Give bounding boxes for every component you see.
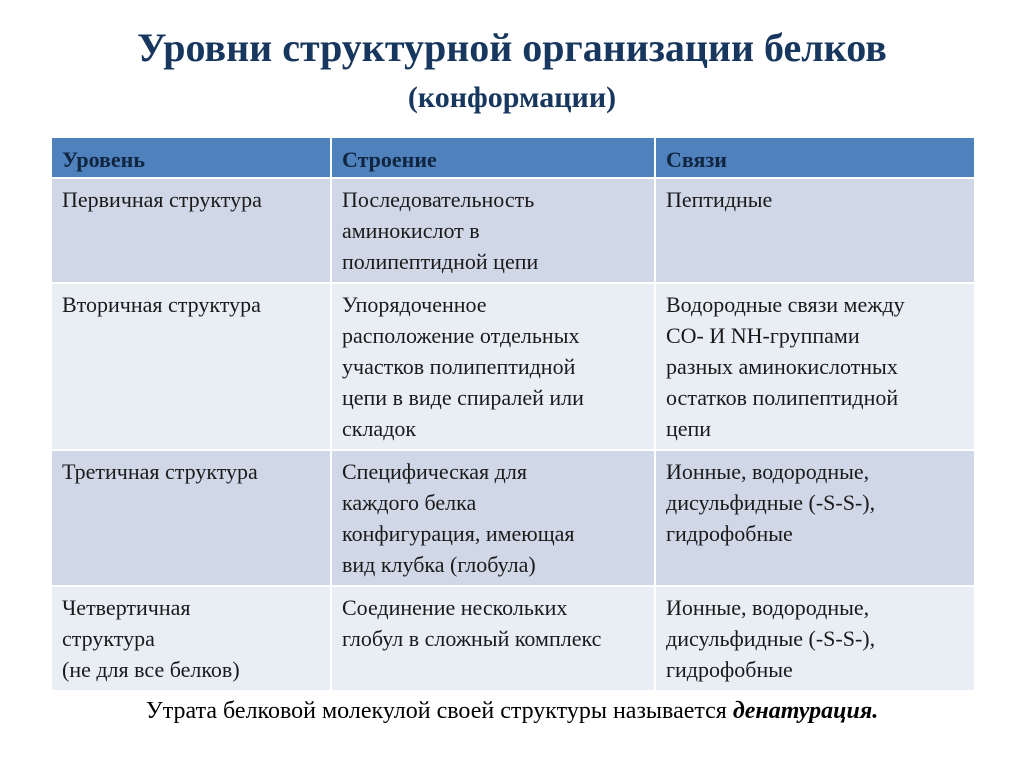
table-row — [52, 451, 974, 585]
slide-title: Уровни структурной организации белков — [137, 25, 887, 70]
cell-level-line: Четвертичная — [62, 595, 191, 620]
cell-structure-line: расположение отдельных — [342, 323, 580, 348]
cell-structure-line: участков полипептидной — [342, 354, 576, 379]
cell-structure — [332, 587, 654, 690]
cell-bonds-line: Ионные, водородные, — [666, 459, 870, 484]
cell-bonds-line: разных аминокислотных — [666, 354, 898, 379]
cell-bonds-line: Водородные связи между — [666, 292, 905, 317]
cell-structure — [332, 284, 654, 449]
table-row — [52, 587, 974, 690]
cell-level-line: Первичная структура — [62, 187, 262, 212]
cell-structure — [332, 179, 654, 282]
cell-structure-line: Соединение нескольких — [342, 595, 568, 620]
cell-structure-line: Упорядоченное — [342, 292, 487, 317]
cell-bonds-line: Пептидные — [666, 187, 773, 212]
cell-structure-line: Специфическая для — [342, 459, 527, 484]
cell-structure-line: цепи в виде спиралей или — [342, 385, 584, 410]
cell-structure — [332, 451, 654, 585]
cell-structure-line: складок — [342, 416, 417, 441]
cell-bonds — [656, 451, 974, 585]
cell-bonds-line: остатков полипептидной — [666, 385, 899, 410]
denaturation-term: денатурация. — [732, 698, 879, 724]
cell-structure-line: каждого белка — [342, 490, 477, 515]
cell-level — [52, 179, 330, 282]
cell-level-line: Третичная структура — [62, 459, 258, 484]
cell-bonds-line: дисульфидные (-S-S-), — [666, 490, 876, 515]
cell-bonds-line: гидрофобные — [666, 521, 793, 546]
cell-level-line: Вторичная структура — [62, 292, 261, 317]
header-structure: Строение — [332, 138, 654, 177]
cell-level — [52, 451, 330, 585]
cell-bonds-line: СО- И NH-группами — [666, 323, 860, 348]
cell-bonds-line: цепи — [666, 416, 712, 441]
cell-structure-line: аминокислот в — [342, 218, 480, 243]
cell-bonds-line: гидрофобные — [666, 657, 793, 682]
cell-structure-line: вид клубка (глобула) — [342, 552, 536, 577]
cell-structure-line: конфигурация, имеющая — [342, 521, 575, 546]
header-level: Уровень — [52, 138, 330, 177]
protein-structure-table — [50, 136, 976, 692]
cell-bonds-line: Ионные, водородные, — [666, 595, 870, 620]
cell-structure-line: глобул в сложный комплекс — [342, 626, 602, 651]
table-row — [52, 179, 974, 282]
cell-level-line: структура — [62, 626, 155, 651]
cell-level — [52, 284, 330, 449]
cell-bonds — [656, 587, 974, 690]
denaturation-text: Утрата белковой молекулой своей структуры называется — [145, 698, 733, 724]
header-bonds: Связи — [656, 138, 974, 177]
cell-bonds — [656, 179, 974, 282]
denaturation-note — [0, 698, 1024, 725]
slide-subtitle: (конформации) — [407, 81, 617, 114]
cell-level-line: (не для все белков) — [62, 657, 240, 682]
cell-bonds — [656, 284, 974, 449]
cell-bonds-line: дисульфидные (-S-S-), — [666, 626, 876, 651]
table-header-row — [52, 138, 974, 177]
cell-structure-line: полипептидной цепи — [342, 249, 539, 274]
cell-structure-line: Последовательность — [342, 187, 535, 212]
cell-level — [52, 587, 330, 690]
table-row — [52, 284, 974, 449]
